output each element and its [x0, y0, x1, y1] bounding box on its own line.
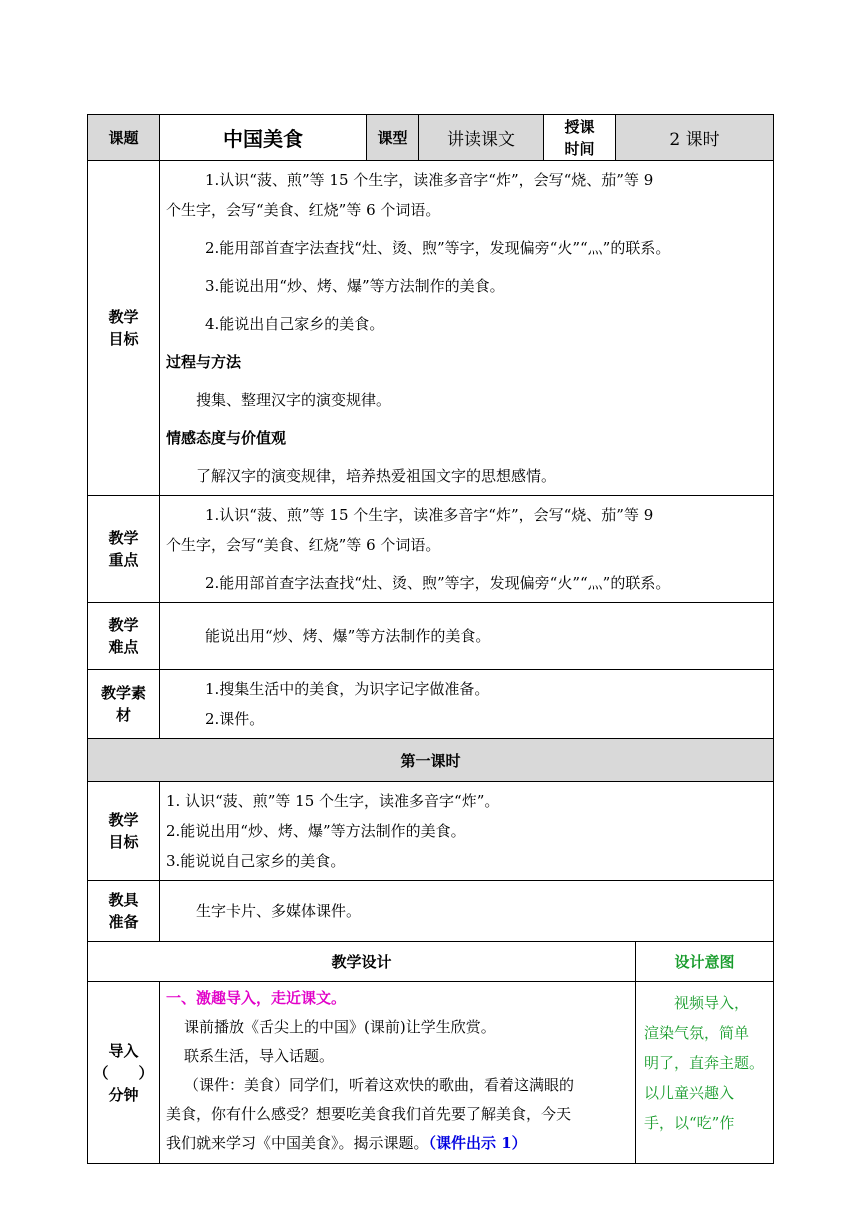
emotion-text: 了解汉字的演变规律，培养热爱祖国文字的思想感情。: [196, 467, 557, 485]
difficulty-text: 能说出用“炒、烤、爆”等方法制作的美食。: [205, 627, 491, 645]
time-label: 授课 时间: [544, 115, 616, 161]
goal-item-3: 3.能说出用“炒、烤、爆”等方法制作的美食。: [205, 277, 505, 295]
intent-line-5: 手，以“吃”作: [644, 1114, 735, 1132]
type-value: 讲读课文: [419, 115, 544, 161]
lesson1-goal-2: 2.能说出用“炒、烤、爆”等方法制作的美食。: [166, 822, 466, 840]
time-value: 2 课时: [616, 115, 774, 161]
focus-content: [160, 496, 774, 603]
intro-line-3b: 美食，你有什么感受？想要吃美食我们首先要了解美食，今天: [166, 1105, 572, 1123]
tools-content: [160, 881, 774, 942]
intent-heading: 设计意图: [636, 942, 774, 982]
process-heading: 过程与方法: [166, 353, 242, 371]
tools-text: 生字卡片、多媒体课件。: [196, 902, 362, 920]
goal-item-4: 4.能说出自己家乡的美食。: [205, 315, 385, 333]
intro-line-1: 课前播放《舌尖上的中国》(课前)让学生欣赏。: [184, 1018, 496, 1036]
lesson1-heading-row: [88, 739, 774, 782]
goal-item-1b: 个生字，会写“美食、红烧”等 6 个词语。: [166, 201, 441, 219]
intro-line-2: 联系生活，导入话题。: [184, 1047, 335, 1065]
intro-row: [88, 982, 774, 1164]
focus-item-2: 2.能用部首查字法查找“灶、烫、煦”等字，发现偏旁“火”“灬”的联系。: [205, 574, 671, 592]
difficulty-label: 教学 难点: [88, 603, 160, 670]
process-text: 搜集、整理汉字的演变规律。: [196, 391, 392, 409]
goal-item-1a: 1.认识“菠、煎”等 15 个生字，读准多音字“炸”，会写“烧、茄”等 9: [205, 171, 654, 189]
difficulty-row: [88, 603, 774, 670]
intent-line-3: 明了，直奔主题。: [644, 1054, 765, 1072]
goals-row: [88, 161, 774, 496]
topic-label: 课题: [88, 115, 160, 161]
goals-label: 教学 目标: [88, 161, 160, 496]
focus-row: [88, 496, 774, 603]
intent-line-2: 渲染气氛，简单: [644, 1024, 750, 1042]
focus-item-1a: 1.认识“菠、煎”等 15 个生字，读准多音字“炸”，会写“烧、茄”等 9: [205, 506, 654, 524]
type-label: 课型: [367, 115, 419, 161]
lesson-plan-table: [87, 114, 774, 1164]
design-heading: 教学设计: [88, 942, 636, 982]
materials-row: [88, 670, 774, 739]
lesson1-goal-1: 1. 认识“菠、煎”等 15 个生字，读准多音字“炸”。: [166, 792, 500, 810]
intent-line-4: 以儿童兴趣入: [644, 1084, 735, 1102]
focus-item-1b: 个生字，会写“美食、红烧”等 6 个词语。: [166, 536, 441, 554]
difficulty-content: [160, 603, 774, 670]
lesson1-goals-row: [88, 782, 774, 881]
goals-content: [160, 161, 774, 496]
materials-item-2: 2.课件。: [205, 710, 265, 728]
lesson1-goals-label: 教学 目标: [88, 782, 160, 881]
goal-item-2: 2.能用部首查字法查找“灶、烫、煦”等字，发现偏旁“火”“灬”的联系。: [205, 239, 671, 257]
lesson1-heading: 第一课时: [88, 739, 774, 782]
emotion-heading: 情感态度与价值观: [166, 429, 287, 447]
intro-line-3c: 我们就来学习《中国美食》。揭示课题。（课件出示 1）: [166, 1134, 527, 1152]
design-heading-row: [88, 942, 774, 982]
intent-line-1: 视频导入，: [674, 994, 750, 1012]
focus-label: 教学 重点: [88, 496, 160, 603]
topic-value: 中国美食: [160, 115, 367, 161]
materials-label: 教学素 材: [88, 670, 160, 739]
lesson1-goals-content: [160, 782, 774, 881]
section-title: 一、激趣导入，走近课文。: [166, 989, 347, 1007]
intro-label: 导入 （ ） 分钟: [88, 982, 160, 1164]
lesson1-goal-3: 3.能说说自己家乡的美食。: [166, 852, 346, 870]
intro-content: [160, 982, 636, 1164]
header-row: [88, 115, 774, 161]
materials-content: [160, 670, 774, 739]
courseware-note: （课件出示 1）: [428, 1134, 527, 1152]
intro-line-3a: （课件：美食）同学们，听着这欢快的歌曲，看着这满眼的: [184, 1076, 575, 1094]
tools-row: [88, 881, 774, 942]
tools-label: 教具 准备: [88, 881, 160, 942]
intent-content: [636, 982, 774, 1164]
materials-item-1: 1.搜集生活中的美食，为识字记字做准备。: [205, 680, 490, 698]
